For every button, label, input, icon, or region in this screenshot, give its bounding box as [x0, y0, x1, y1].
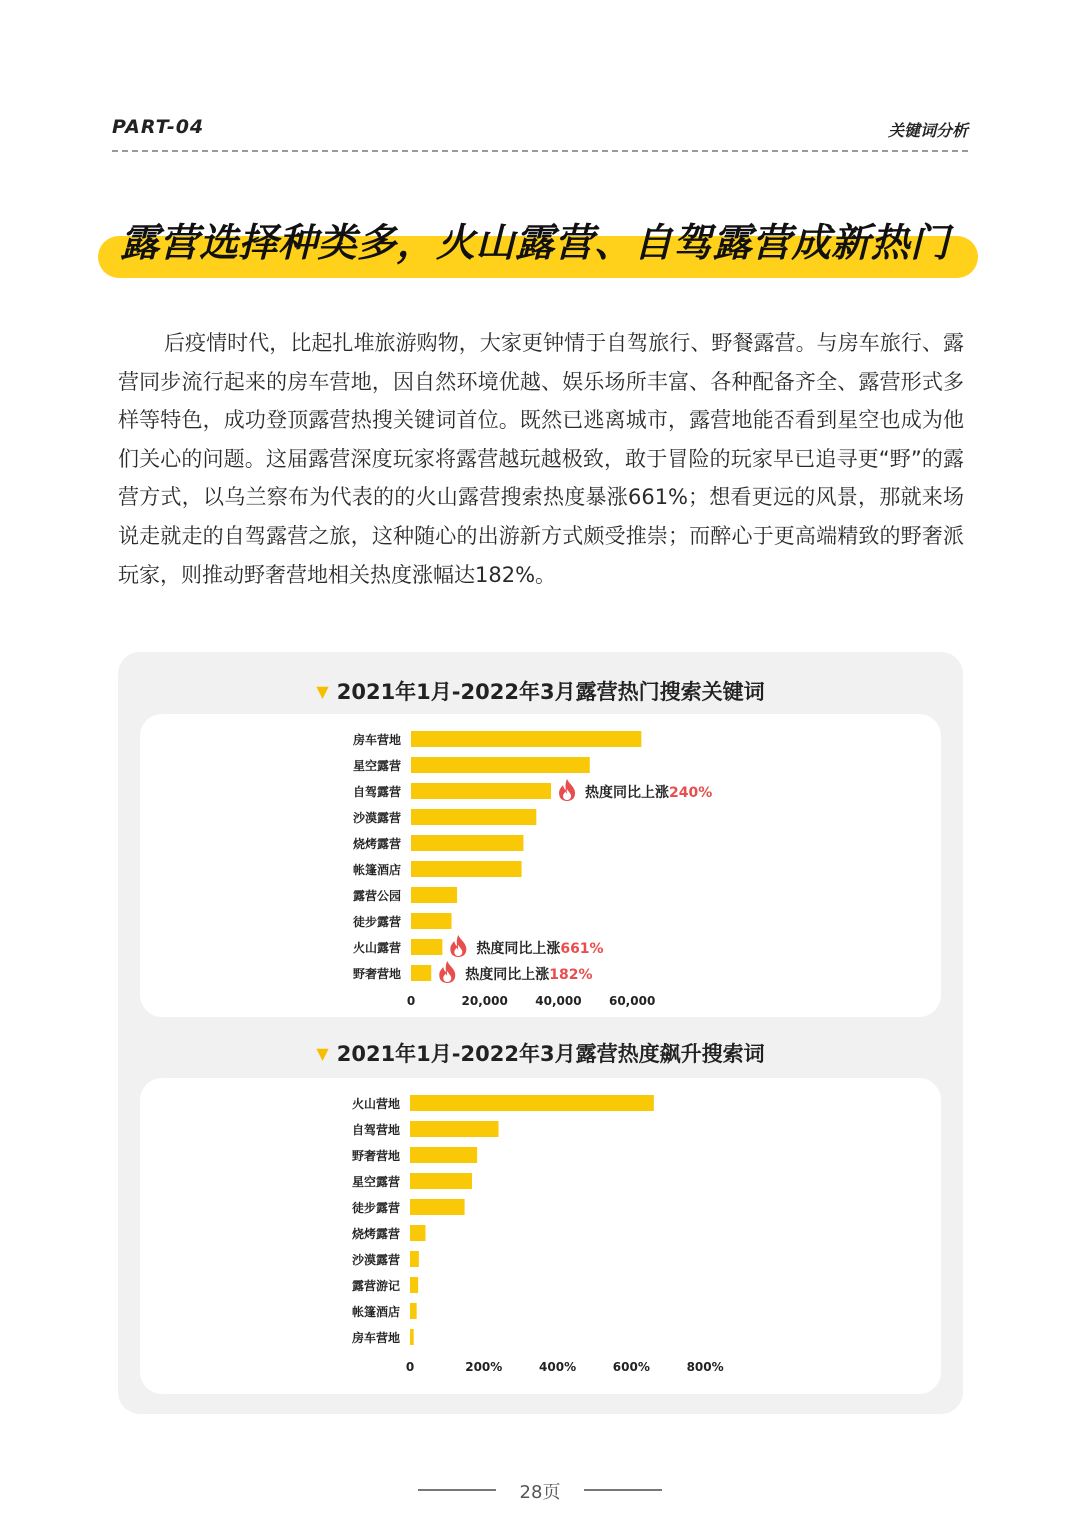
fire-icon — [439, 961, 455, 983]
category-label: 星空露营 — [351, 1175, 400, 1189]
x-tick-label: 0 — [405, 1360, 415, 1374]
intro-paragraph: 后疫情时代，比起扎堆旅游购物，大家更钟情于自驾旅行、野餐露营。与房车旅行、露营同步流行起来的房车营地，因自然环境优越、娱乐场所丰富、各种配备齐全、露营形式多样等特色，成功登顶露营热搜关键词首位。既然已逃离城市，露营地能否看到星空也成为他们关心的问题。这届露营深度玩家将露营越玩越极致，敢于冒险的玩家早已追寻更“野”的露营方式，以乌兰察布为代表的的火山露营搜索热度暴涨661%；想看更远的风景，那就来场说走就走的自驾露营之旅，这种随心的出游新方式颇受推崇；而醉心于更高端精致的野奢派玩家，则推动野奢营地相关热度涨幅达182%。 — [118, 331, 964, 587]
bar — [411, 757, 590, 773]
x-tick-label: 200% — [465, 1360, 503, 1374]
bar — [410, 1095, 654, 1111]
chart-1-card — [140, 714, 941, 1017]
category-label: 露营游记 — [351, 1279, 400, 1293]
x-tick-label: 60,000 — [608, 994, 656, 1008]
category-label: 火山露营 — [352, 941, 401, 955]
part-label: PART-04 — [112, 116, 205, 138]
category-label: 帐篷酒店 — [351, 1305, 400, 1319]
annotation-label — [465, 966, 592, 983]
bar — [410, 1277, 418, 1293]
category-label: 自驾营地 — [351, 1123, 400, 1137]
annotation-value: 240% — [669, 785, 713, 801]
bar — [411, 809, 536, 825]
bar — [411, 965, 431, 981]
x-tick-label: 0 — [406, 994, 416, 1008]
page-title: 露营选择种类多，火山露营、自驾露营成新热门 — [120, 221, 950, 266]
chart-2-title: 2021年1月-2022年3月露营热度飙升搜索词 — [336, 1042, 765, 1066]
annotation-label — [476, 940, 603, 957]
bar — [410, 1147, 477, 1163]
annotation-text: 热度同比上涨 — [465, 967, 550, 983]
bar — [410, 1199, 465, 1215]
page-number: 28页 — [519, 1482, 561, 1503]
category-label: 烧烤露营 — [351, 1227, 400, 1241]
charts-panel — [118, 652, 963, 1414]
annotation-text: 热度同比上涨 — [476, 941, 561, 957]
page-footer — [0, 1476, 1080, 1506]
category-label: 野奢营地 — [352, 967, 401, 981]
bar — [410, 1303, 417, 1319]
category-label: 露营公园 — [352, 889, 401, 903]
bar — [411, 913, 452, 929]
category-label: 沙漠露营 — [352, 811, 401, 825]
category-label: 沙漠露营 — [351, 1253, 400, 1267]
x-tick-label: 600% — [612, 1360, 650, 1374]
x-tick-label: 20,000 — [461, 994, 508, 1008]
category-label: 帐篷酒店 — [352, 863, 401, 877]
section-label: 关键词分析 — [887, 121, 968, 140]
bar — [411, 887, 457, 903]
page-header — [112, 112, 968, 152]
bar — [411, 835, 523, 851]
bar — [410, 1173, 472, 1189]
fire-icon — [559, 779, 575, 801]
footer-line-right — [584, 1489, 662, 1491]
bar — [410, 1251, 419, 1267]
annotation-value: 661% — [560, 941, 604, 957]
bar — [411, 939, 442, 955]
x-tick-label: 800% — [686, 1360, 724, 1374]
category-label: 徒步露营 — [351, 1201, 400, 1215]
bar — [411, 783, 551, 799]
category-label: 自驾露营 — [352, 785, 401, 799]
triangle-down-icon: ▼ — [316, 682, 329, 701]
category-label: 烧烤露营 — [352, 837, 401, 851]
chart-1-title-row — [118, 676, 963, 706]
bar — [411, 861, 522, 877]
page-title-block — [98, 200, 978, 282]
chart-1-svg — [140, 714, 941, 1017]
chart-2-title-row — [118, 1038, 963, 1068]
category-label: 火山营地 — [351, 1097, 400, 1111]
x-tick-label: 40,000 — [535, 994, 582, 1008]
category-label: 野奢营地 — [351, 1149, 400, 1163]
fire-icon — [450, 935, 466, 957]
bar — [410, 1121, 499, 1137]
annotation-value: 182% — [549, 967, 593, 983]
annotation-label — [585, 784, 712, 801]
bar — [410, 1225, 425, 1241]
triangle-down-icon: ▼ — [316, 1044, 329, 1063]
x-tick-label: 400% — [539, 1360, 577, 1374]
bar — [410, 1329, 414, 1345]
category-label: 星空露营 — [352, 759, 401, 773]
annotation-text: 热度同比上涨 — [585, 785, 670, 801]
bar — [411, 731, 641, 747]
chart-2-card — [140, 1078, 941, 1394]
category-label: 房车营地 — [352, 733, 401, 747]
chart-2-svg — [140, 1078, 941, 1394]
category-label: 房车营地 — [351, 1331, 400, 1345]
category-label: 徒步露营 — [352, 915, 401, 929]
chart-1-title: 2021年1月-2022年3月露营热门搜索关键词 — [336, 680, 765, 704]
